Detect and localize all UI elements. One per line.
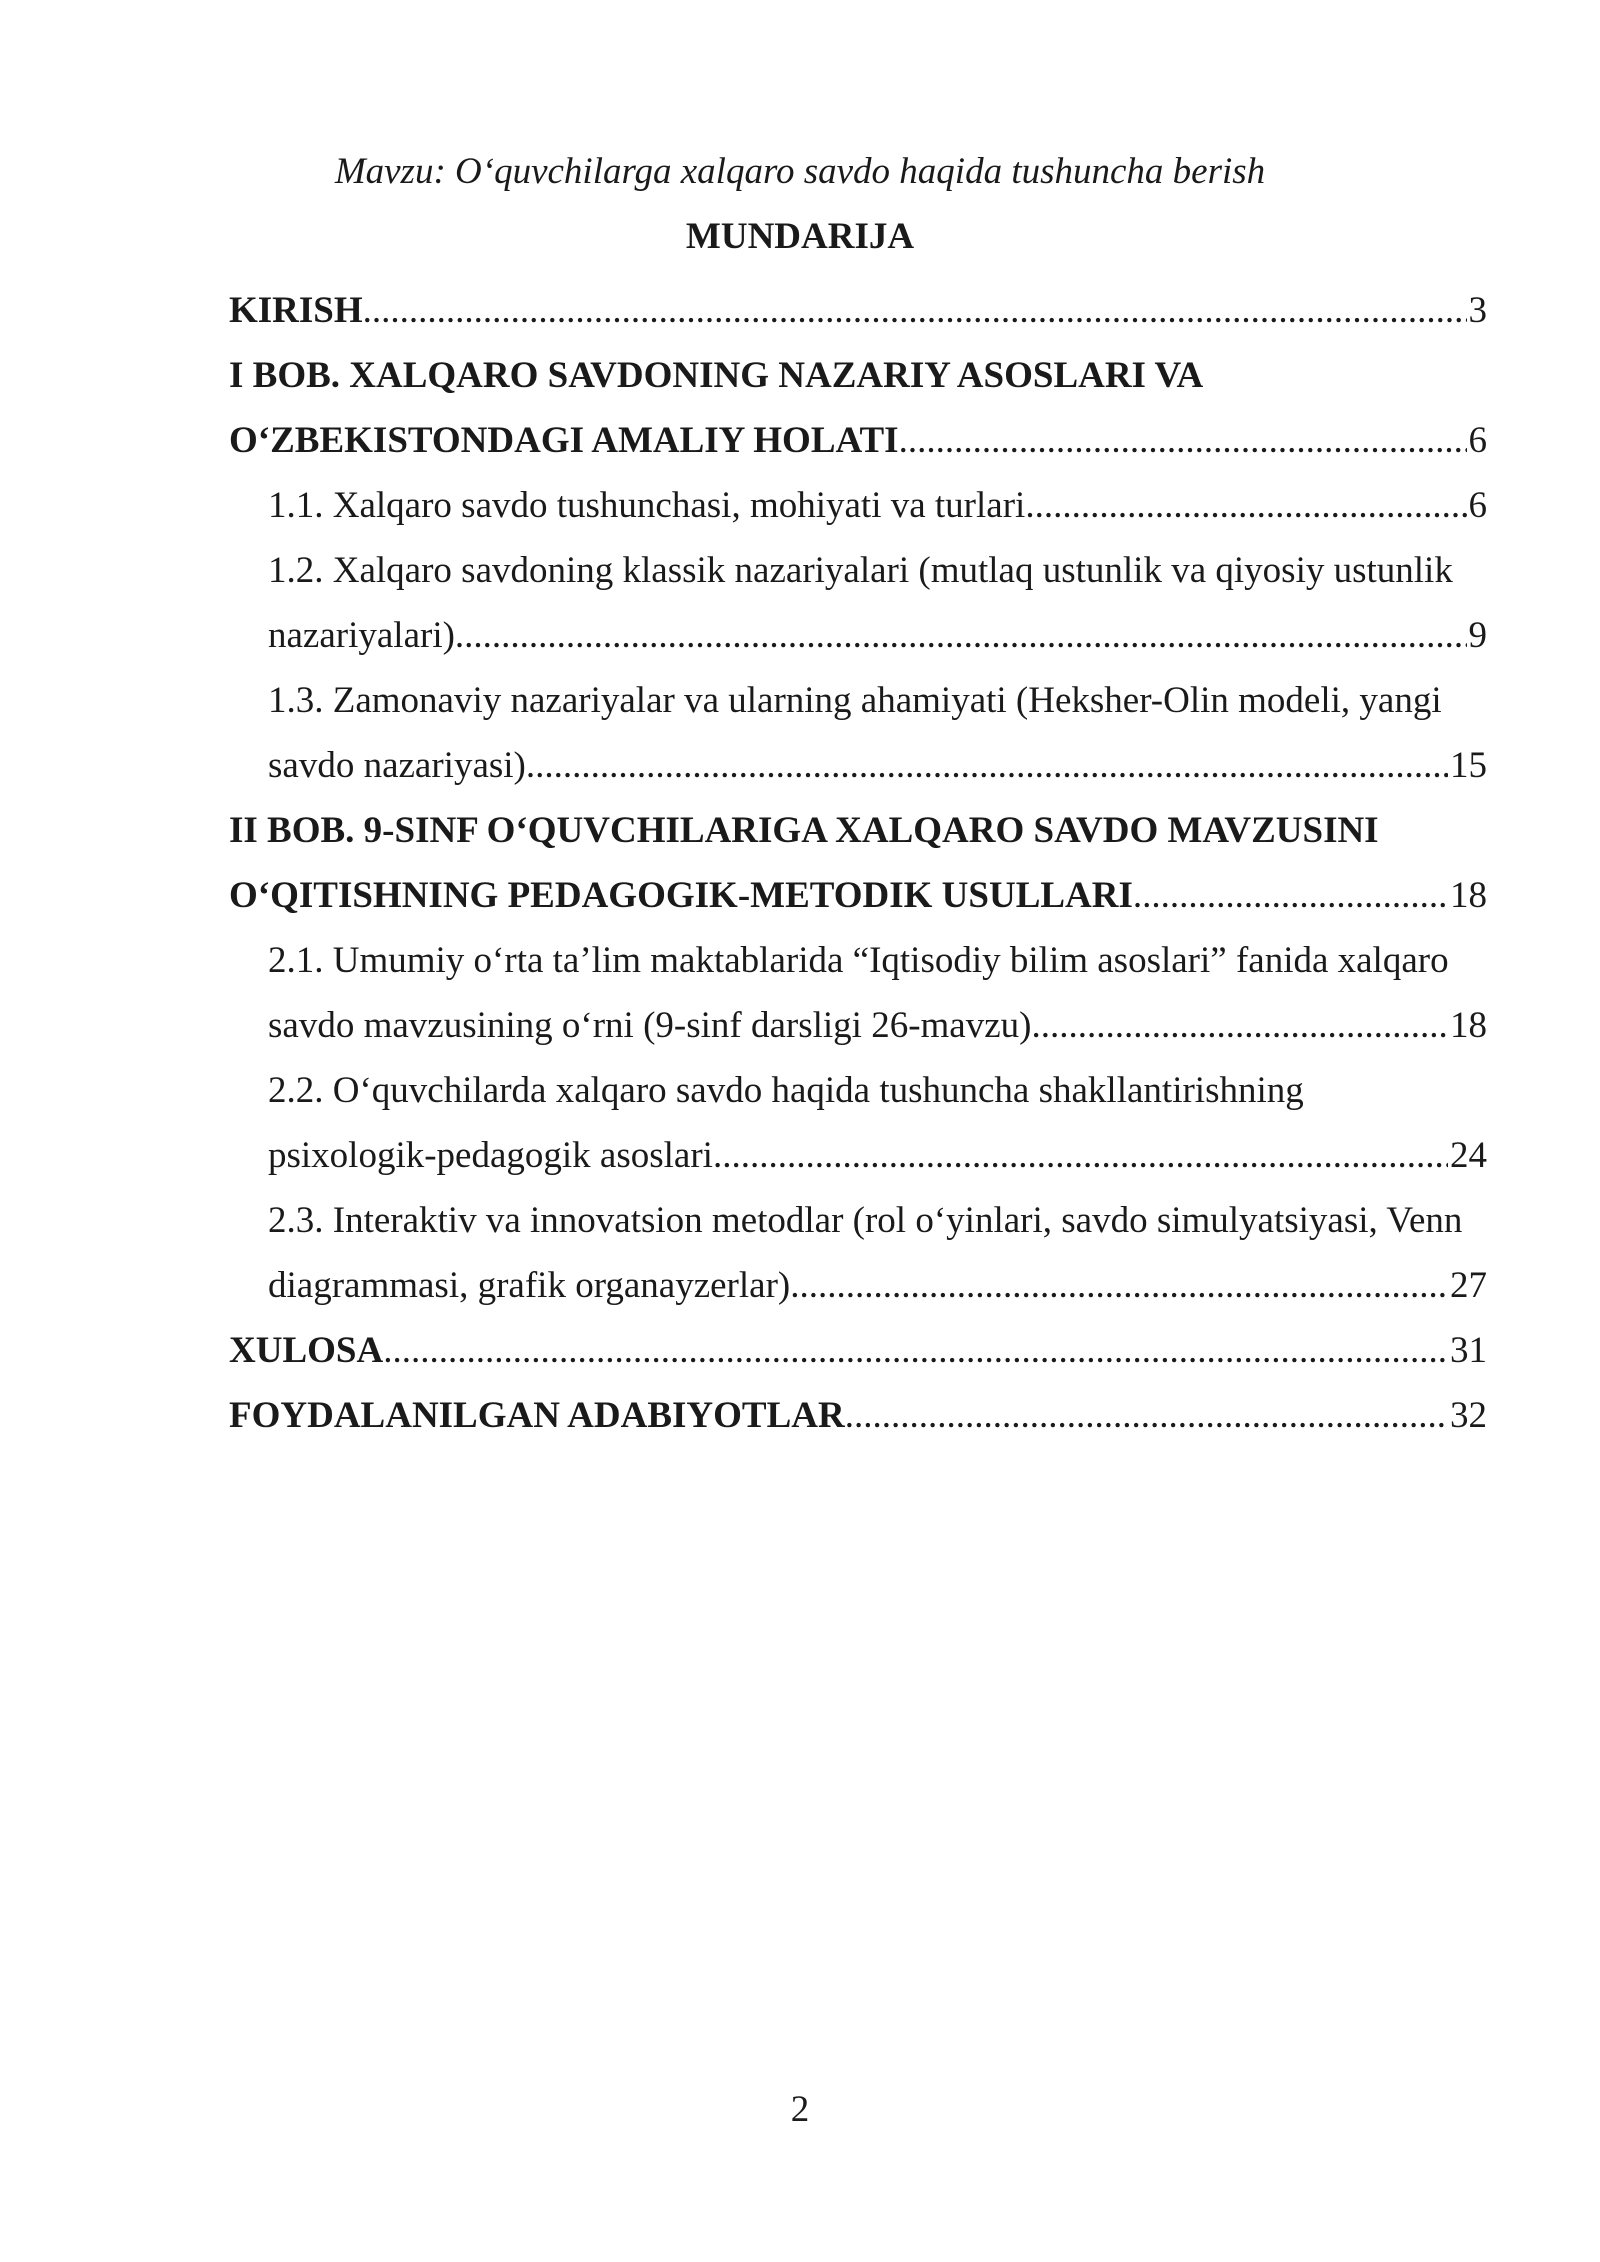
toc-entry-title-line: 2.3. Interaktiv va innovatsion metodlar (rol o‘yinlari, savdo simulyatsiyasi, Venn (268, 1200, 1463, 1241)
toc-entry-section-2-3[interactable] (229, 1188, 1487, 1318)
toc-entry-title: savdo mavzusining o‘rni (9-sinf darsligi 26-mavzu) (268, 1005, 1032, 1046)
toc-entry-title-line: 2.2. O‘quvchilarda xalqaro savdo haqida tushuncha shakllantirishning (268, 1070, 1304, 1111)
page-number: 2 (790, 2089, 810, 2130)
toc-leader-dots (845, 1383, 1448, 1448)
toc-page-number: 9 (1468, 615, 1487, 656)
toc-leader-dots (713, 1123, 1448, 1188)
toc-leader-dots (455, 603, 1467, 668)
toc-entry-title-line: 1.2. Xalqaro savdoning klassik nazariyalari (mutlaq ustunlik va qiyosiy ustunlik (268, 550, 1453, 591)
toc-entry-title: XULOSA (229, 1330, 384, 1371)
toc-page-number: 18 (1450, 1005, 1487, 1046)
toc-entry-section-2-2[interactable] (229, 1058, 1487, 1188)
toc-entry-title: KIRISH (229, 290, 363, 331)
toc-entry-section-2-1[interactable] (229, 928, 1487, 1058)
table-of-contents (229, 278, 1487, 1448)
toc-entry-title: nazariyalari) (268, 615, 455, 656)
toc-page-number: 31 (1450, 1330, 1487, 1371)
toc-page-number: 6 (1468, 420, 1487, 461)
toc-entry-title-line: 1.3. Zamonaviy nazariyalar va ularning ahamiyati (Heksher-Olin modeli, yangi (268, 680, 1442, 721)
toc-page-number: 3 (1468, 290, 1487, 331)
toc-page-number: 27 (1450, 1265, 1487, 1306)
toc-page-number: 24 (1450, 1135, 1487, 1176)
toc-entry-title: FOYDALANILGAN ADABIYOTLAR (229, 1395, 845, 1436)
toc-entry-section-1-3[interactable] (229, 668, 1487, 798)
toc-leader-dots (526, 733, 1448, 798)
toc-page-number: 32 (1450, 1395, 1487, 1436)
toc-leader-dots (790, 1253, 1448, 1318)
toc-entry-chapter-2[interactable] (229, 798, 1487, 928)
toc-leader-dots (383, 1318, 1448, 1383)
toc-leader-dots (1031, 993, 1448, 1058)
toc-entry-title-line: II BOB. 9-SINF O‘QUVCHILARIGA XALQARO SAVDO MAVZUSINI (229, 810, 1379, 851)
toc-entry-conclusion[interactable] (229, 1318, 1487, 1383)
toc-leader-dots (363, 278, 1467, 343)
toc-entry-title: psixologik-pedagogik asoslari (268, 1135, 713, 1176)
toc-leader-dots (899, 408, 1467, 473)
toc-entry-title-line: I BOB. XALQARO SAVDONING NAZARIY ASOSLARI VA (229, 355, 1204, 396)
toc-page-number: 18 (1450, 875, 1487, 916)
document-topic: Mavzu: O‘quvchilarga xalqaro savdo haqida tushuncha berish (334, 151, 1266, 192)
toc-page-number: 15 (1450, 745, 1487, 786)
toc-entry-title: savdo nazariyasi) (268, 745, 526, 786)
toc-entry-title: O‘ZBEKISTONDAGI AMALIY HOLATI (229, 420, 899, 461)
toc-entry-section-1-1[interactable] (229, 473, 1487, 538)
toc-entry-title: 1.1. Xalqaro savdo tushunchasi, mohiyati va turlari (268, 485, 1026, 526)
toc-entry-title-line: 2.1. Umumiy o‘rta ta’lim maktablarida “Iqtisodiy bilim asoslari” fanida xalqaro (268, 940, 1449, 981)
toc-entry-title: O‘QITISHNING PEDAGOGIK-METODIK USULLARI (229, 875, 1133, 916)
toc-leader-dots (1133, 863, 1448, 928)
toc-entry-chapter-1[interactable] (229, 343, 1487, 473)
toc-entry-references[interactable] (229, 1383, 1487, 1448)
toc-page-number: 6 (1468, 485, 1487, 526)
toc-entry-introduction[interactable] (229, 278, 1487, 343)
toc-entry-title: diagrammasi, grafik organayzerlar) (268, 1265, 791, 1306)
toc-entry-section-1-2[interactable] (229, 538, 1487, 668)
toc-title: MUNDARIJA (685, 216, 915, 257)
toc-leader-dots (1025, 473, 1466, 538)
